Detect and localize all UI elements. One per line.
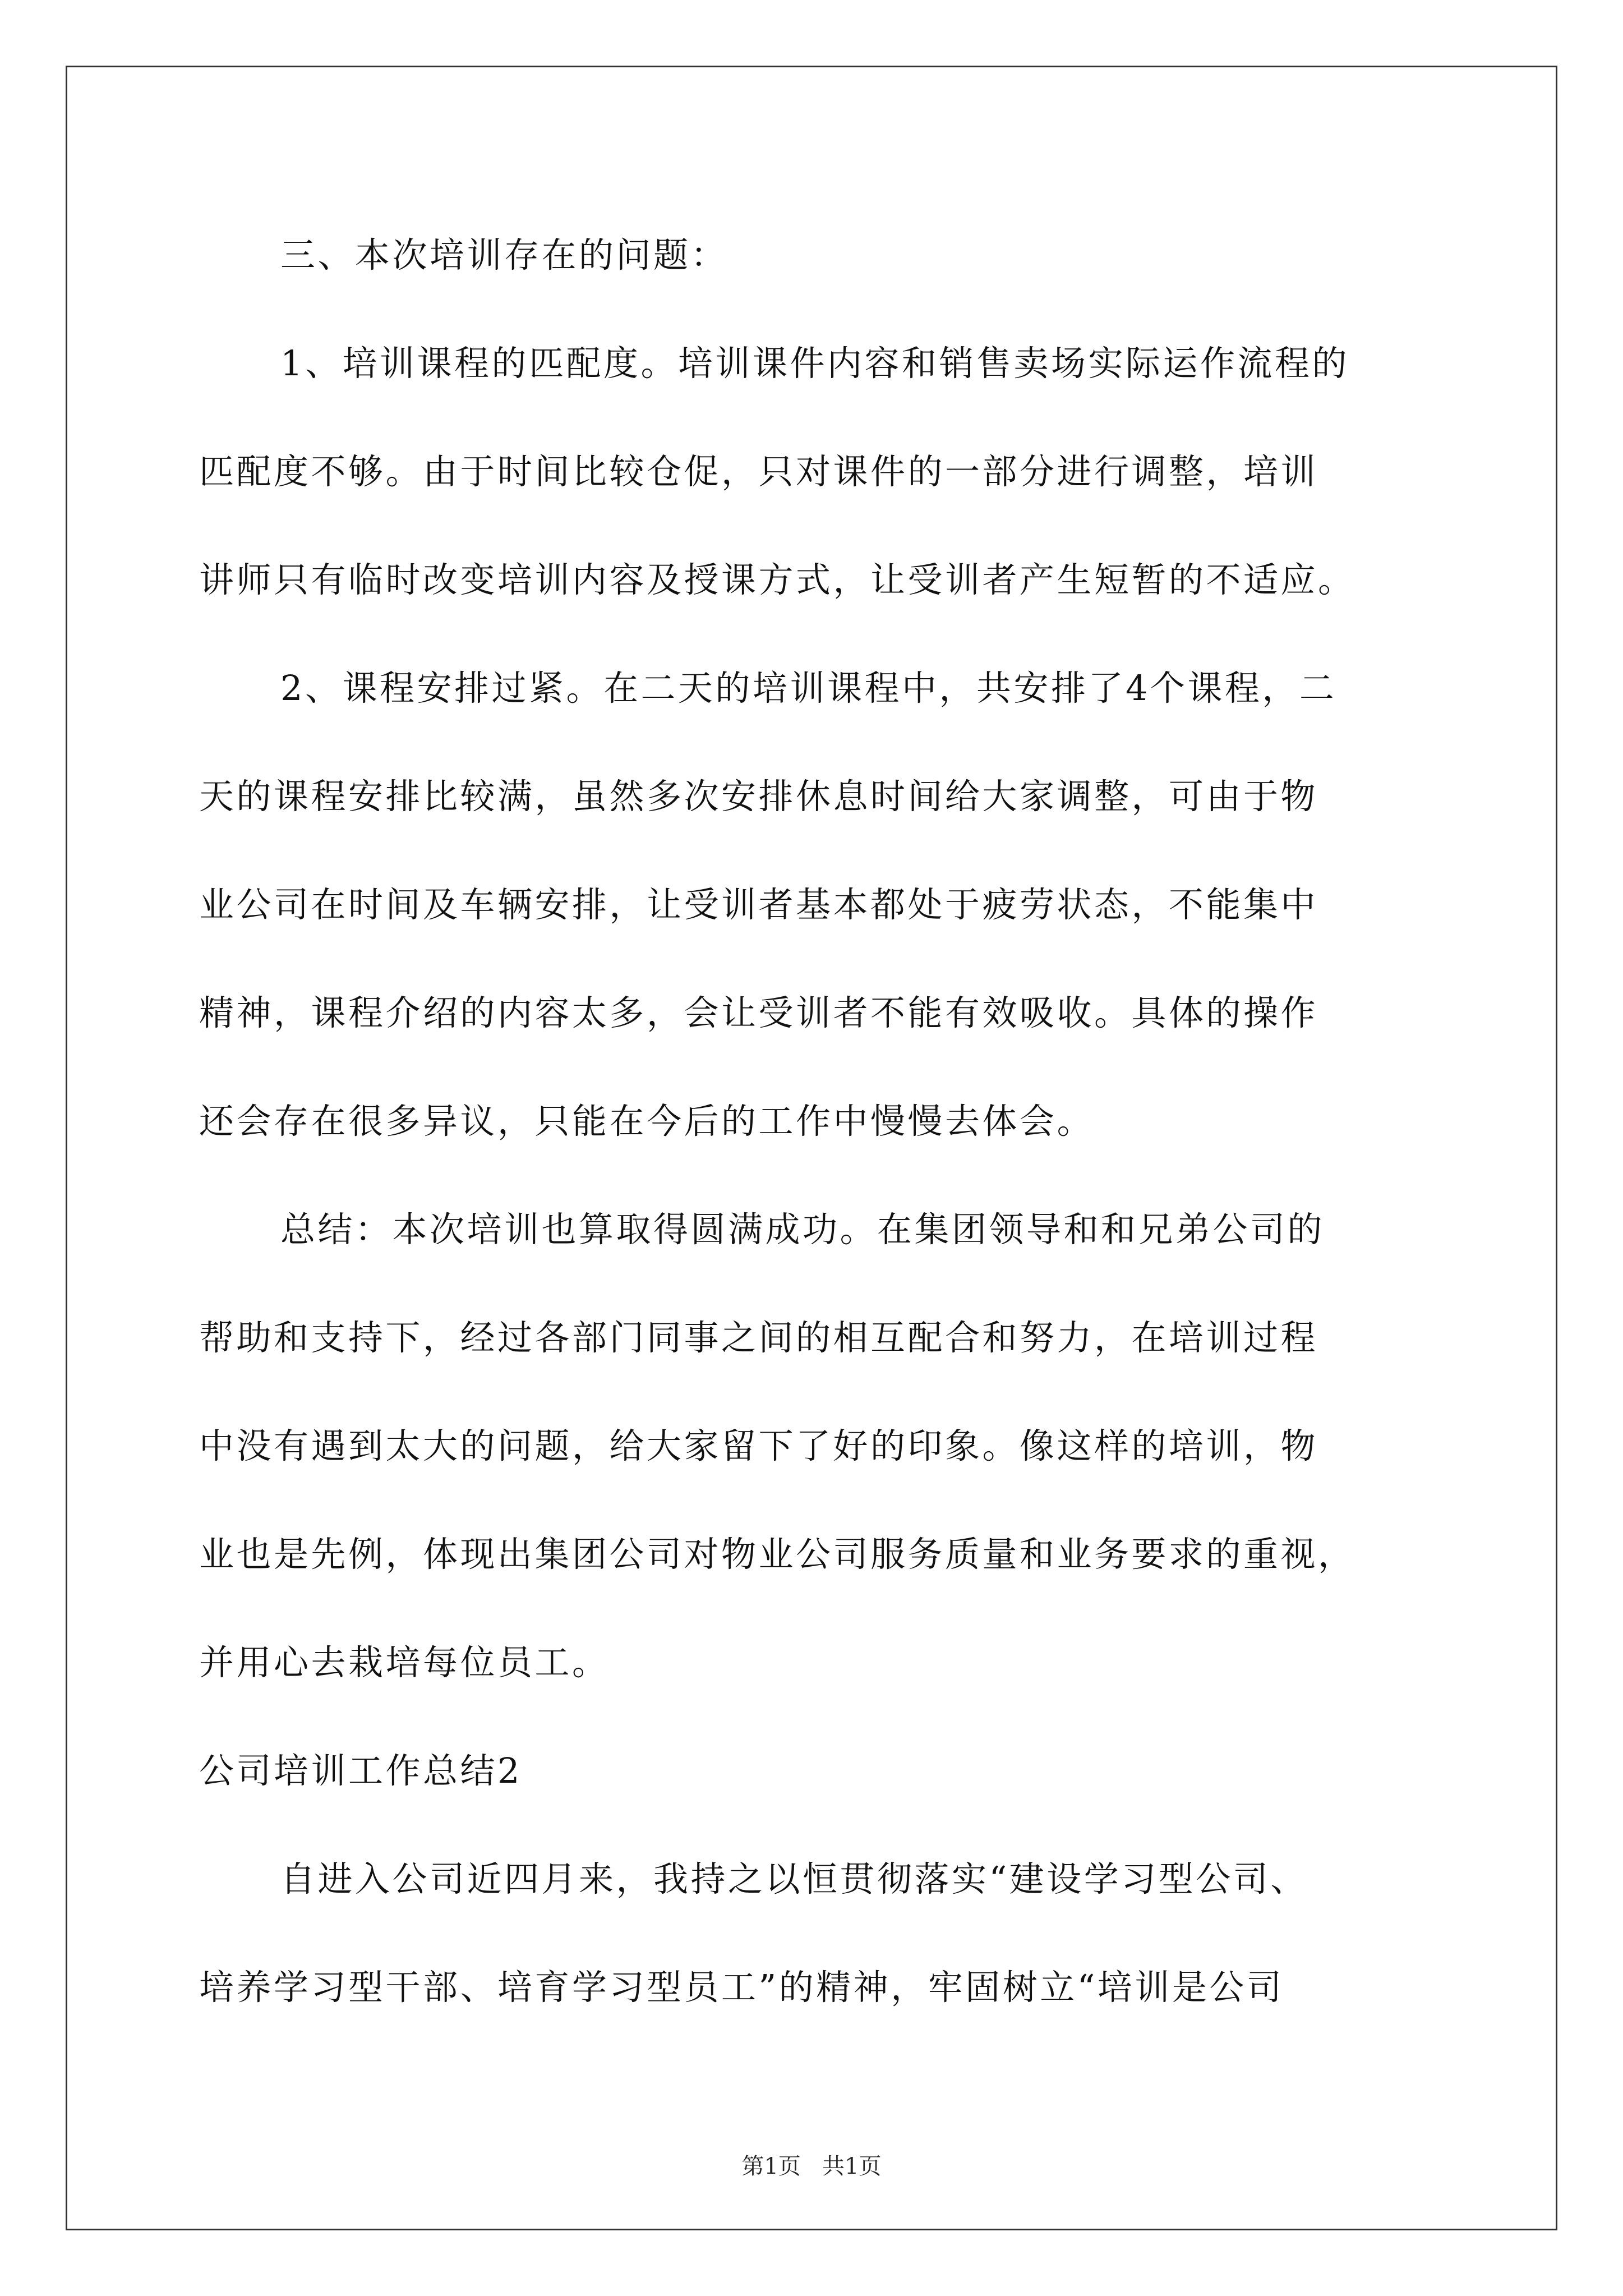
paragraph-line: 自进入公司近四月来，我持之以恒贯彻落实“建设学习型公司、 (280, 1858, 1308, 1899)
document-body (199, 222, 1433, 2062)
section-heading: 三、本次培训存在的问题： (280, 234, 728, 275)
paragraph-line: 1、培训课程的匹配度。培训课件内容和销售卖场实际运作流程的 (280, 343, 1349, 384)
paragraph-line: 讲师只有临时改变培训内容及授课方式，让受训者产生短暂的不适应。 (199, 559, 1355, 600)
paragraph-line: 精神，课程介绍的内容太多，会让受训者不能有效吸收。具体的操作 (199, 992, 1318, 1033)
paragraph-line: 业也是先例，体现出集团公司对物业公司服务质量和业务要求的重视， (199, 1534, 1355, 1575)
paragraph-line: 并用心去栽培每位员工。 (199, 1642, 610, 1683)
paragraph-line: 培养学习型干部、培育学习型员工”的精神，牢固树立“培训是公司 (199, 1967, 1284, 2008)
document-subtitle: 公司培训工作总结2 (199, 1750, 522, 1791)
paragraph-line: 还会存在很多异议，只能在今后的工作中慢慢去体会。 (199, 1101, 1095, 1142)
paragraph-line: 天的课程安排比较满，虽然多次安排休息时间给大家调整，可由于物 (199, 776, 1318, 817)
page-number-footer: 第1页 共1页 (741, 2154, 882, 2179)
paragraph-line: 中没有遇到太大的问题，给大家留下了好的印象。像这样的培训，物 (199, 1425, 1318, 1466)
paragraph-line: 业公司在时间及车辆安排，让受训者基本都处于疲劳状态，不能集中 (199, 884, 1318, 925)
paragraph-line: 匹配度不够。由于时间比较仓促，只对课件的一部分进行调整，培训 (199, 451, 1318, 492)
paragraph-line: 总结：本次培训也算取得圆满成功。在集团领导和和兄弟公司的 (280, 1209, 1325, 1250)
paragraph-line: 帮助和支持下，经过各部门同事之间的相互配合和努力，在培训过程 (199, 1317, 1318, 1358)
paragraph-line: 2、课程安排过紧。在二天的培训课程中，共安排了4个课程，二 (280, 668, 1337, 708)
